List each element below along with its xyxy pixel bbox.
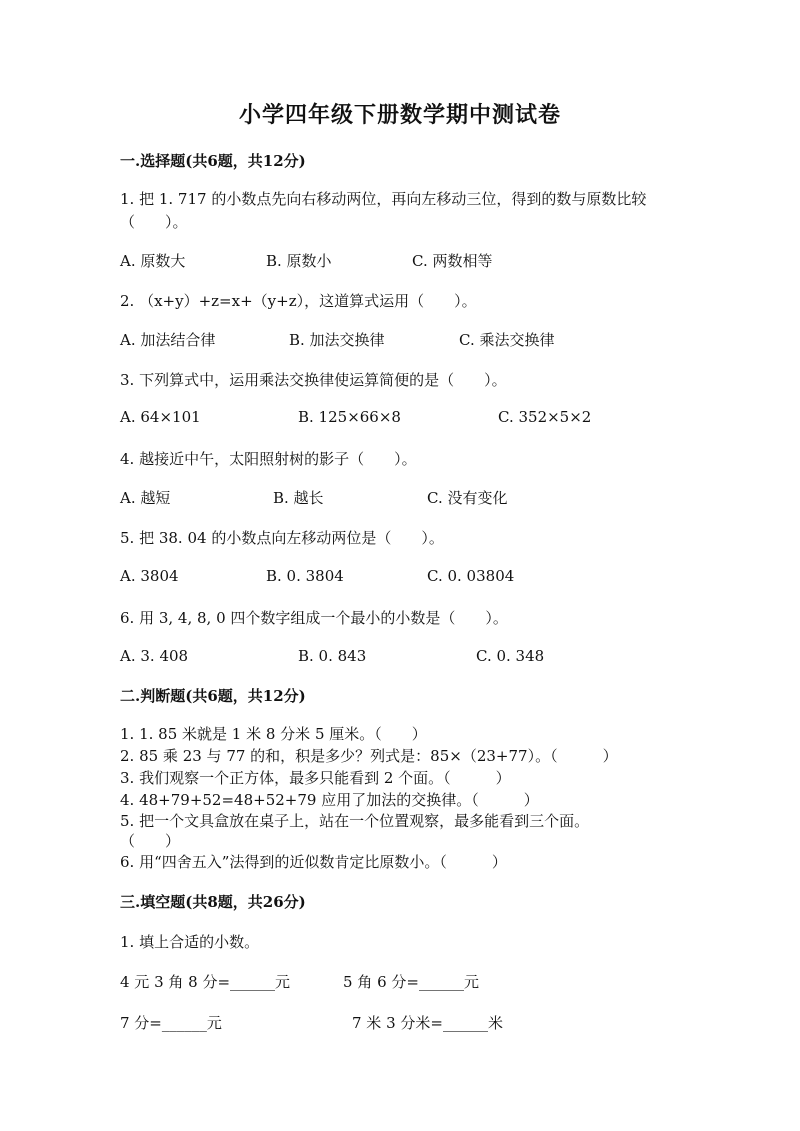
question-text: 6. 用 3, 4, 8, 0 四个数字组成一个最小的小数是（ ）。: [120, 609, 508, 627]
option-b: B. 越长: [273, 489, 324, 507]
section-heading-choice: 一.选择题(共6题，共12分): [120, 152, 306, 170]
judge-item: 2. 85 乘 23 与 77 的和，积是多少？列式是：85×（23+77）。（ ）: [120, 747, 618, 765]
question-text: 5. 把 38. 04 的小数点向左移动两位是（ ）。: [120, 529, 444, 547]
judge-item: 5. 把一个文具盒放在桌子上，站在一个位置观察，最多能看到三个面。: [120, 812, 590, 830]
option-a: A. 3. 408: [120, 647, 189, 665]
fill-blank-item: 5 角 6 分=______元: [343, 973, 479, 991]
judge-item-cont: （ ）: [120, 832, 181, 850]
option-b: B. 加法交换律: [289, 331, 385, 349]
question-text: 4. 越接近中午，太阳照射树的影子（ ）。: [120, 450, 417, 468]
question-text: 1. 把 1. 717 的小数点先向右移动两位，再向左移动三位，得到的数与原数比较: [120, 190, 647, 208]
section-heading-fill: 三.填空题(共8题，共26分): [120, 893, 306, 911]
option-c: C. 两数相等: [412, 252, 493, 270]
option-c: C. 352×5×2: [498, 408, 592, 426]
judge-item: 4. 48+79+52=48+52+79 应用了加法的交换律。（ ）: [120, 791, 539, 809]
judge-item: 1. 1. 85 米就是 1 米 8 分米 5 厘米。（ ）: [120, 725, 427, 743]
judge-item: 6. 用“四舍五入”法得到的近似数肯定比原数小。（ ）: [120, 853, 507, 871]
option-c: C. 乘法交换律: [459, 331, 555, 349]
option-b: B. 0. 843: [298, 647, 367, 665]
question-text: 2. （x+y）+z=x+（y+z），这道算式运用（ ）。: [120, 292, 477, 310]
option-c: C. 没有变化: [427, 489, 508, 507]
fill-blank-item: 7 分=______元: [120, 1014, 222, 1032]
question-text-cont: （ ）。: [120, 213, 188, 231]
option-a: A. 原数大: [120, 252, 186, 270]
section-heading-judge: 二.判断题(共6题，共12分): [120, 687, 306, 705]
question-text: 1. 填上合适的小数。: [120, 933, 260, 951]
option-a: A. 加法结合律: [120, 331, 216, 349]
question-text: 3. 下列算式中，运用乘法交换律使运算简便的是（ ）。: [120, 371, 507, 389]
option-c: C. 0. 03804: [427, 567, 515, 585]
fill-blank-item: 7 米 3 分米=______米: [352, 1014, 503, 1032]
option-a: A. 越短: [120, 489, 171, 507]
option-c: C. 0. 348: [476, 647, 545, 665]
page-title: 小学四年级下册数学期中测试卷: [238, 102, 561, 128]
option-b: B. 原数小: [266, 252, 332, 270]
option-b: B. 0. 3804: [266, 567, 344, 585]
option-a: A. 64×101: [120, 408, 201, 426]
option-b: B. 125×66×8: [298, 408, 401, 426]
option-a: A. 3804: [120, 567, 179, 585]
fill-blank-item: 4 元 3 角 8 分=______元: [120, 973, 291, 991]
judge-item: 3. 我们观察一个正方体，最多只能看到 2 个面。（ ）: [120, 769, 511, 787]
